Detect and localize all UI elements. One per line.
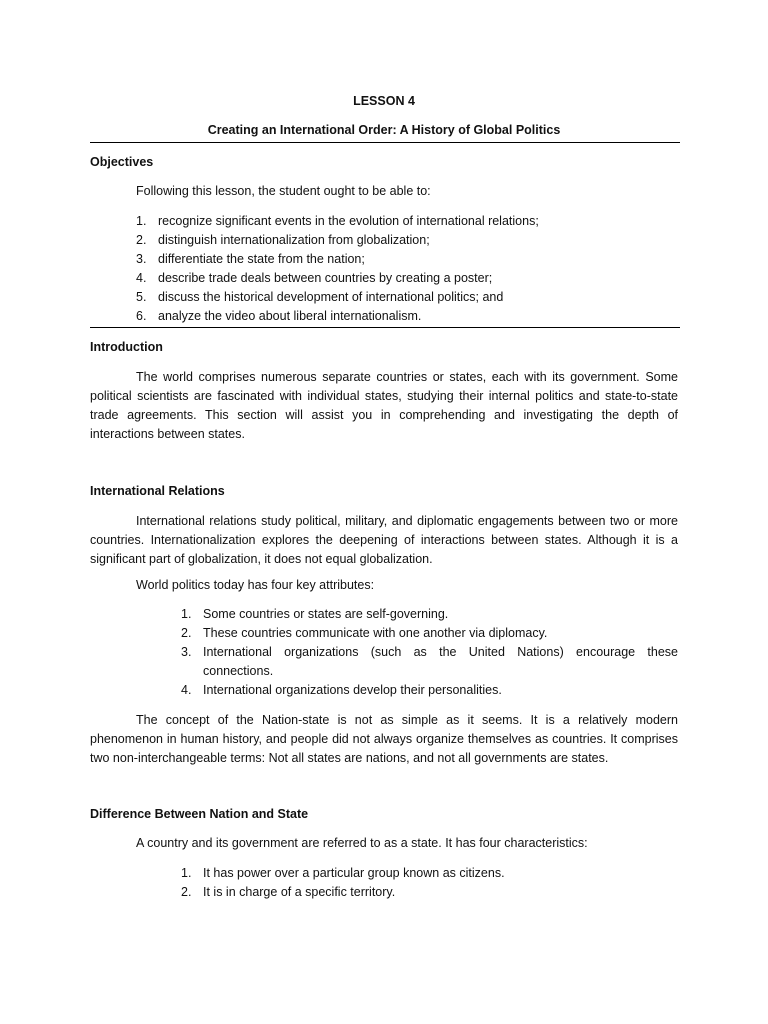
list-text: It has power over a particular group known as citizens. bbox=[203, 866, 505, 880]
international-relations-heading: International Relations bbox=[90, 484, 225, 498]
list-item bbox=[136, 250, 680, 269]
list-number: 3. bbox=[136, 252, 147, 266]
list-text: Some countries or states are self-governing. bbox=[203, 607, 449, 621]
list-number: 4. bbox=[136, 271, 147, 285]
objectives-intro: Following this lesson, the student ought to be able to: bbox=[136, 184, 431, 198]
attributes-intro: World politics today has four key attributes: bbox=[136, 578, 375, 592]
nation-state-paragraph: The concept of the Nation-state is not as simple as it seems. It is a relatively modern phenomenon in human history, and people did not always organize themselves as countries. It comprises two non-interchangeable terms: Not all states are nations, and not all governments are states. bbox=[90, 713, 678, 765]
list-text: It is in charge of a specific territory. bbox=[203, 885, 396, 899]
list-number: 2. bbox=[136, 233, 147, 247]
list-item bbox=[136, 269, 680, 288]
list-number: 6. bbox=[136, 309, 147, 323]
list-text: analyze the video about liberal internationalism. bbox=[158, 309, 422, 323]
list-item bbox=[136, 212, 680, 231]
state-characteristics-list bbox=[181, 864, 678, 902]
list-item bbox=[181, 643, 678, 681]
list-item bbox=[181, 605, 678, 624]
list-item bbox=[181, 624, 678, 643]
list-item bbox=[181, 883, 678, 902]
list-item bbox=[181, 681, 678, 700]
objectives-divider bbox=[90, 327, 680, 328]
list-text: describe trade deals between countries by creating a poster; bbox=[158, 271, 493, 285]
list-number: 2. bbox=[181, 626, 192, 640]
list-number: 3. bbox=[181, 645, 192, 659]
list-text: International organizations (such as the United Nations) encourage these connections. bbox=[203, 645, 678, 678]
nation-state-heading: Difference Between Nation and State bbox=[90, 807, 309, 821]
list-number: 4. bbox=[181, 683, 192, 697]
attributes-list bbox=[181, 605, 678, 700]
objectives-list bbox=[136, 212, 680, 326]
lesson-title: Creating an International Order: A History of Global Politics bbox=[207, 123, 561, 137]
list-number: 1. bbox=[181, 607, 192, 621]
list-item bbox=[136, 231, 680, 250]
list-number: 1. bbox=[181, 866, 192, 880]
list-item bbox=[181, 864, 678, 883]
lesson-number: LESSON 4 bbox=[353, 94, 415, 108]
list-text: recognize significant events in the evolution of international relations; bbox=[158, 214, 539, 228]
objectives-heading: Objectives bbox=[90, 155, 154, 169]
list-text: distinguish internationalization from globalization; bbox=[158, 233, 430, 247]
list-item bbox=[136, 307, 680, 326]
list-text: differentiate the state from the nation; bbox=[158, 252, 365, 266]
list-text: These countries communicate with one another via diplomacy. bbox=[203, 626, 548, 640]
title-divider bbox=[90, 142, 680, 143]
list-number: 1. bbox=[136, 214, 147, 228]
list-number: 2. bbox=[181, 885, 192, 899]
introduction-paragraph: The world comprises numerous separate countries or states, each with its government. Some political scientists are fascinated with individual states, studying their internal politics and state-to-state trade agreements. This section will assist you in comprehending and investigating the depth of interactions between states. bbox=[90, 370, 678, 441]
state-characteristics-intro: A country and its government are referred to as a state. It has four characteristics: bbox=[136, 836, 588, 850]
list-number: 5. bbox=[136, 290, 147, 304]
list-text: International organizations develop their personalities. bbox=[203, 683, 502, 697]
international-relations-paragraph: International relations study political, military, and diplomatic engagements between two or more countries. Internationalization explores the deepening of interactions between states. Although it is a significant part of globalization, it does not equal globalization. bbox=[90, 514, 678, 566]
list-item bbox=[136, 288, 680, 307]
introduction-heading: Introduction bbox=[90, 340, 163, 354]
list-text: discuss the historical development of international politics; and bbox=[158, 290, 504, 304]
